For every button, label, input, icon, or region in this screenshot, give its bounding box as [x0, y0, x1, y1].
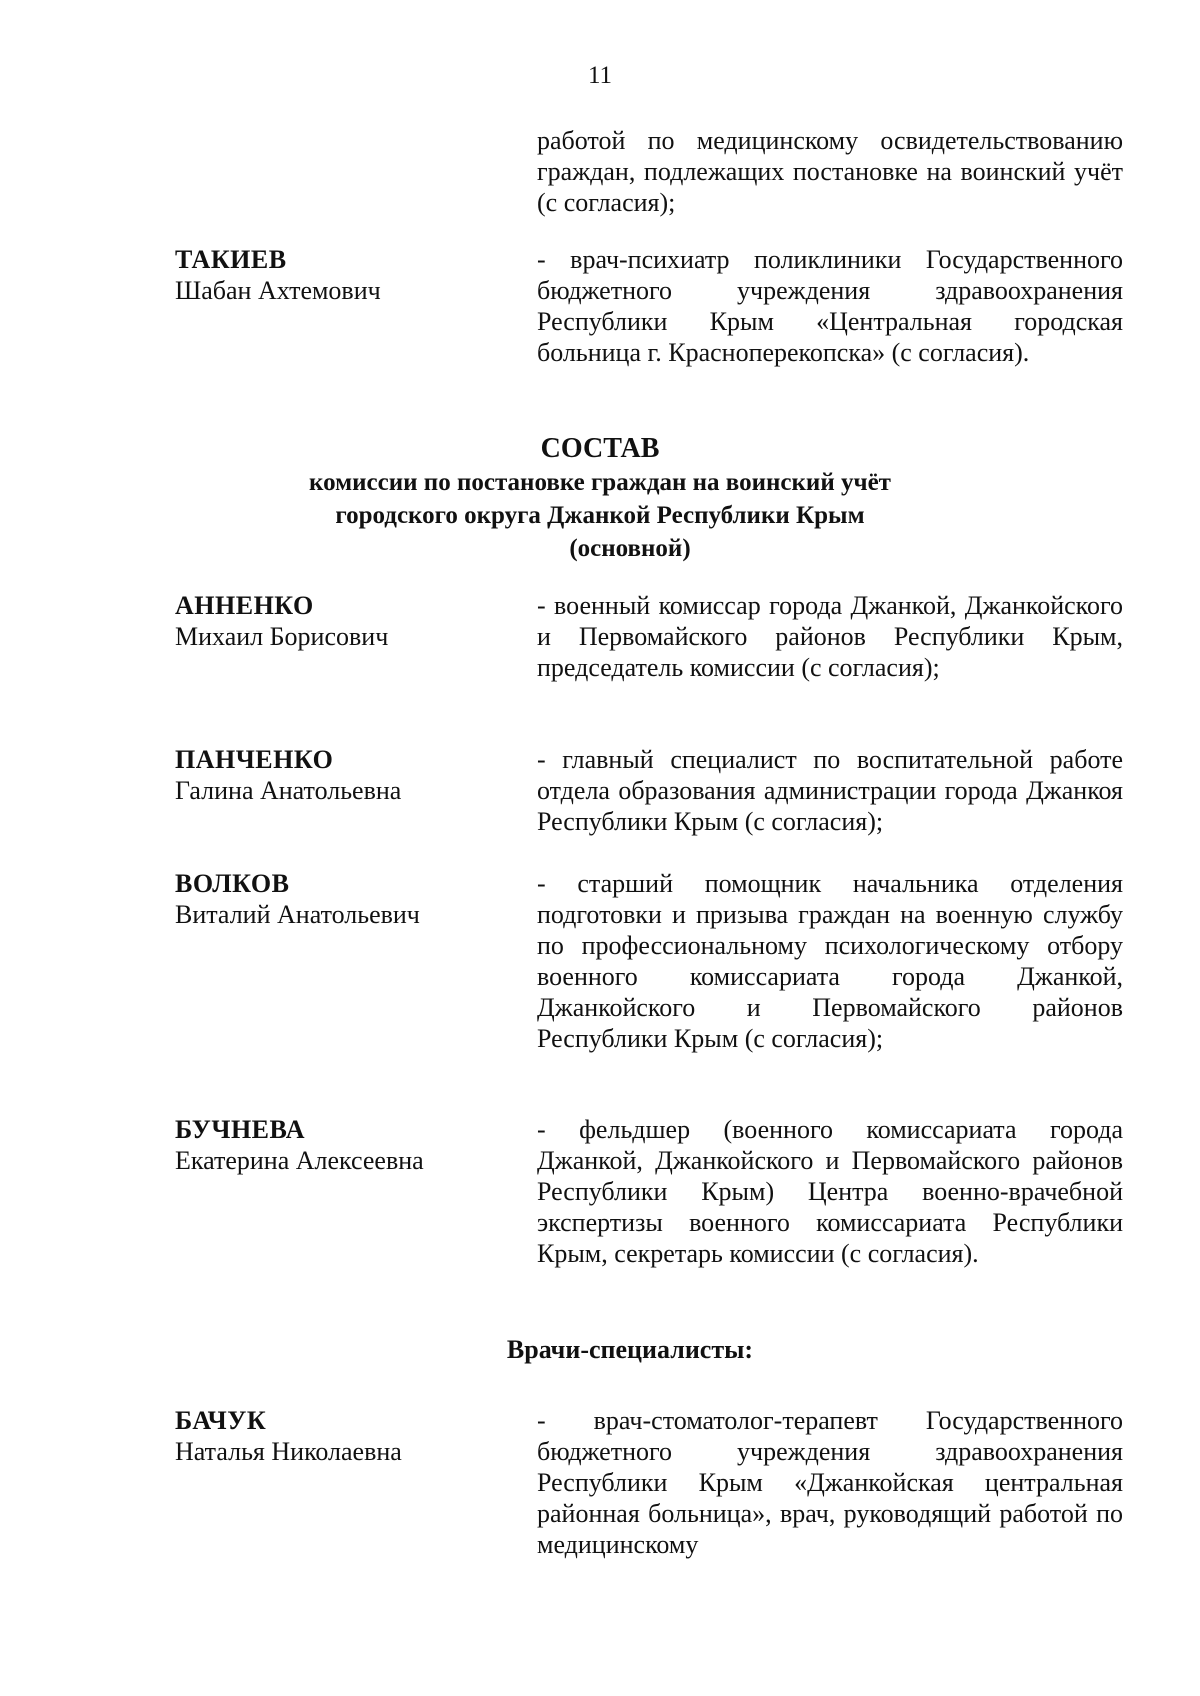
specialist-description: - врач-стоматолог-терапевт Государственного бюджетного учреждения здравоохранения Республики Крым «Джанкойская центральная районная больница», врач, руководящий работой по медицинскому — [537, 1406, 1123, 1559]
heading-line-1: комиссии по постановке граждан на воинский учёт — [309, 469, 891, 496]
member-description: - главный специалист по воспитательной работе отдела образования администрации города Джанкоя Республики Крым (с согласия); — [537, 745, 1123, 836]
person-description: - врач-психиатр поликлиники Государственного бюджетного учреждения здравоохранения Республики Крым «Центральная городская больница г. Красноперекопска» (с согласия). — [537, 245, 1123, 367]
member-given-names: Галина Анатольевна — [175, 776, 402, 805]
specialist-name — [175, 1405, 505, 1467]
section-heading — [0, 432, 1200, 565]
member-name — [175, 590, 505, 652]
person-given-names: Шабан Ахтемович — [175, 276, 381, 305]
specialist-given-names: Наталья Николаевна — [175, 1437, 402, 1466]
member-surname: ПАНЧЕНКО — [175, 745, 334, 774]
member-description: - старший помощник начальника отделения подготовки и призыва граждан на военную службу по профессиональному психологическому отбору военного комиссариата города Джанкой, Джанкойского и Первомайского районов Республики Крым (с согласия); — [537, 869, 1123, 1053]
member-name — [175, 744, 505, 806]
member-description: - фельдшер (военного комиссариата города Джанкой, Джанкойского и Первомайского районов Республики Крым) Центра военно-врачебной экспертизы военного комиссариата Республики Крым, секретарь комиссии (с согласия). — [537, 1115, 1123, 1268]
member-surname: АННЕНКО — [175, 591, 314, 620]
continuation-text: работой по медицинскому освидетельствованию граждан, подлежащих постановке на воинский учёт (с согласия); — [537, 126, 1123, 217]
member-name — [175, 868, 505, 930]
member-given-names: Екатерина Алексеевна — [175, 1146, 424, 1175]
person-surname: ТАКИЕВ — [175, 245, 287, 274]
member-surname: БУЧНЕВА — [175, 1115, 305, 1144]
member-surname: ВОЛКОВ — [175, 869, 290, 898]
heading-line-3: (основной) — [569, 535, 691, 562]
specialist-surname: БАЧУК — [175, 1406, 267, 1435]
member-name — [175, 1114, 505, 1176]
heading-title: СОСТАВ — [540, 433, 660, 464]
member-description: - военный комиссар города Джанкой, Джанкойского и Первомайского районов Республики Крым, председатель комиссии (с согласия); — [537, 591, 1123, 682]
person-name — [175, 244, 505, 306]
member-given-names: Михаил Борисович — [175, 622, 389, 651]
heading-line-2: городского округа Джанкой Республики Крым — [335, 502, 865, 529]
member-given-names: Виталий Анатольевич — [175, 900, 420, 929]
specialists-label: Врачи-специалисты: — [506, 1335, 754, 1364]
page-number: 11 — [587, 62, 613, 89]
